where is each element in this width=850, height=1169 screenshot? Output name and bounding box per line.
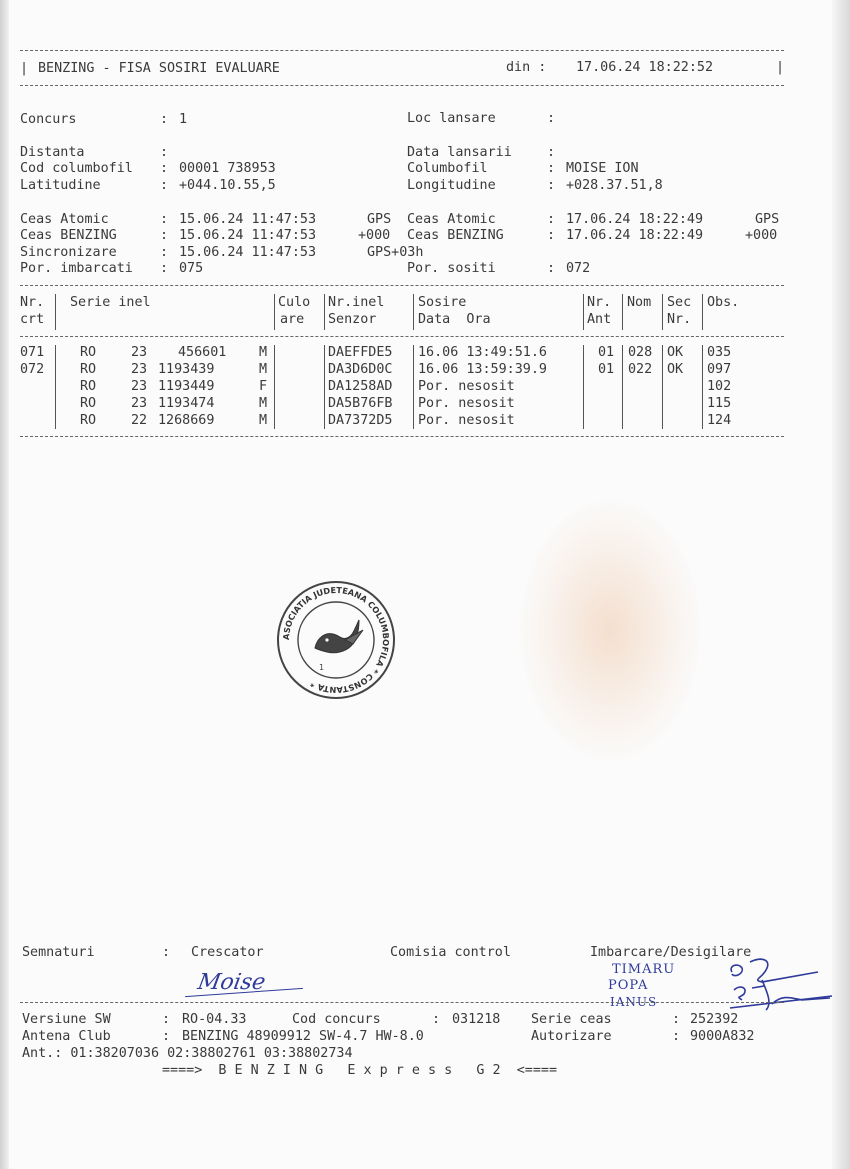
commission-name-2: POPA xyxy=(608,978,649,993)
footer-rule xyxy=(20,1002,784,1003)
ceas-atomic-end-label: Ceas Atomic xyxy=(407,212,496,227)
data-lansarii-label: Data lansarii xyxy=(407,145,512,160)
col-header-are: are xyxy=(280,312,305,327)
ceas-benzing-start-value: 15.06.24 11:47:53 xyxy=(179,228,317,243)
ceas-benzing-end-value: 17.06.24 18:22:49 xyxy=(566,228,704,243)
header-right-bar: | xyxy=(776,60,785,75)
concurs-value: 1 xyxy=(179,112,188,127)
sincronizare-value: 15.06.24 11:47:53 xyxy=(179,245,317,260)
ceas-atomic-end-value: 17.06.24 18:22:49 xyxy=(566,212,704,227)
row2-arrival: 16.06 13:59:39.9 xyxy=(418,362,547,377)
col-header-culo: Culo xyxy=(278,295,311,310)
row3-country: RO xyxy=(80,379,97,394)
ceas-benzing-start-suffix: +000 xyxy=(358,228,391,243)
cod-columbofil-label: Cod columbofil xyxy=(20,161,133,176)
col-header-obs: Obs. xyxy=(707,295,740,310)
row2-year: 23 xyxy=(131,362,148,377)
row3-year: 23 xyxy=(131,379,148,394)
row1-year: 23 xyxy=(131,345,148,360)
col-header-ant: Ant xyxy=(587,312,612,327)
antena-club-label: Antena Club xyxy=(22,1029,111,1044)
serie-ceas-label: Serie ceas xyxy=(531,1012,612,1027)
row3-arrival: Por. nesosit xyxy=(418,379,515,394)
col-header-senzor: Senzor xyxy=(328,312,377,327)
pigeon-icon xyxy=(315,620,363,653)
row1-crt: 071 xyxy=(20,345,45,360)
cod-concurs-label: Cod concurs xyxy=(292,1012,381,1027)
ceas-atomic-start-suffix: GPS xyxy=(367,212,392,227)
columbofil-label: Columbofil xyxy=(407,161,488,176)
stamp-ring-text: ASOCIATIA JUDETEANA COLUMBOFILA * CONSTANTA * xyxy=(280,584,392,696)
col-header-sec-nr: Nr. xyxy=(667,312,692,327)
autorizare-label: Autorizare xyxy=(531,1029,612,1044)
longitudine-value: +028.37.51,8 xyxy=(566,178,663,193)
row1-ant: 01 xyxy=(598,345,615,360)
col-header-crt: crt xyxy=(20,312,45,327)
col-header-nom: Nom xyxy=(627,295,652,310)
serie-ceas-value: 252392 xyxy=(690,1012,739,1027)
row3-sex: F xyxy=(259,379,268,394)
row3-sensor: DA1258AD xyxy=(328,379,393,394)
header-left-bar: | xyxy=(20,61,29,76)
table-bottom-rule xyxy=(20,436,784,437)
semnaturi-label: Semnaturi xyxy=(22,945,95,960)
row3-ring: 1193449 xyxy=(158,379,215,394)
sincronizare-suffix: GPS+03h xyxy=(367,245,424,260)
antenna-codes: Ant.: 01:38207036 02:38802761 03:38802734 xyxy=(22,1046,353,1061)
header-top-rule xyxy=(20,50,784,51)
row3-obs: 102 xyxy=(707,379,732,394)
columbofil-value: MOISE ION xyxy=(566,161,639,176)
row2-obs: 097 xyxy=(707,362,732,377)
imbarcati-label: Por. imbarcati xyxy=(20,261,133,276)
row4-obs: 115 xyxy=(707,396,732,411)
row5-obs: 124 xyxy=(707,413,732,428)
ceas-benzing-end-suffix: +000 xyxy=(745,228,778,243)
row5-ring: 1268669 xyxy=(158,413,215,428)
row2-sex: M xyxy=(259,362,268,377)
row5-year: 22 xyxy=(131,413,148,428)
date-label: din : xyxy=(506,60,547,75)
versiune-value: RO-04.33 xyxy=(182,1012,247,1027)
row5-sensor: DA7372D5 xyxy=(328,413,393,428)
row1-sec: OK xyxy=(667,345,684,360)
date-value: 17.06.24 18:22:52 xyxy=(576,60,714,75)
row1-sensor: DAEFFDE5 xyxy=(328,345,393,360)
benzing-brand-line: ====> B E N Z I N G E x p r e s s G 2 <==== xyxy=(162,1063,558,1078)
row2-country: RO xyxy=(80,362,97,377)
latitudine-label: Latitudine xyxy=(20,178,101,193)
association-stamp xyxy=(275,580,397,700)
row2-ant: 01 xyxy=(598,362,615,377)
versiune-label: Versiune SW xyxy=(22,1012,111,1027)
col-header-nr: Nr. xyxy=(20,295,45,310)
commission-name-3: IANUS xyxy=(610,995,658,1009)
row1-country: RO xyxy=(80,345,97,360)
row4-year: 23 xyxy=(131,396,148,411)
concurs-label: Concurs xyxy=(20,112,77,127)
imbarcati-value: 075 xyxy=(179,261,204,276)
row1-ring: 456601 xyxy=(178,345,227,360)
col-header-data-ora: Data Ora xyxy=(418,312,491,327)
distanta-label: Distanta xyxy=(20,145,85,160)
table-header-rule xyxy=(20,336,784,337)
row1-nom: 028 xyxy=(628,345,653,360)
scan-left-edge xyxy=(0,0,9,1169)
imbarcare-desigilare-label: Imbarcare/Desigilare xyxy=(590,945,752,960)
row5-sex: M xyxy=(259,413,268,428)
row5-country: RO xyxy=(80,413,97,428)
svg-text:1: 1 xyxy=(319,663,325,672)
row2-sec: OK xyxy=(667,362,684,377)
cod-concurs-value: 031218 xyxy=(452,1012,501,1027)
row4-country: RO xyxy=(80,396,97,411)
row4-ring: 1193474 xyxy=(158,396,215,411)
autorizare-value: 9000A832 xyxy=(690,1029,755,1044)
row4-sex: M xyxy=(259,396,268,411)
ceas-atomic-start-label: Ceas Atomic xyxy=(20,212,109,227)
comisia-control-label: Comisia control xyxy=(390,945,511,960)
crescator-label: Crescator xyxy=(191,945,264,960)
embarcation-signature xyxy=(722,950,837,1015)
col-header-nr-ant: Nr. xyxy=(587,295,612,310)
row1-arrival: 16.06 13:49:51.6 xyxy=(418,345,547,360)
row2-ring: 1193439 xyxy=(158,362,215,377)
row2-sensor: DA3D6D0C xyxy=(328,362,393,377)
crescator-signature: Moise xyxy=(195,970,268,995)
longitudine-label: Longitudine xyxy=(407,178,496,193)
ceas-atomic-start-value: 15.06.24 11:47:53 xyxy=(179,212,317,227)
paper-stain xyxy=(520,500,700,760)
sincronizare-label: Sincronizare xyxy=(20,245,117,260)
row5-arrival: Por. nesosit xyxy=(418,413,515,428)
row2-crt: 072 xyxy=(20,362,45,377)
row2-nom: 022 xyxy=(628,362,653,377)
header-bottom-rule xyxy=(20,85,784,86)
latitudine-value: +044.10.55,5 xyxy=(179,178,276,193)
col-header-sec: Sec xyxy=(667,295,692,310)
antena-club-value: BENZING 48909912 SW-4.7 HW-8.0 xyxy=(182,1029,424,1044)
cod-columbofil-value: 00001 738953 xyxy=(179,161,276,176)
col-header-sosire: Sosire xyxy=(418,295,467,310)
ceas-benzing-end-label: Ceas BENZING xyxy=(407,228,504,243)
ceas-atomic-end-suffix: GPS xyxy=(755,212,780,227)
document-title: BENZING - FISA SOSIRI EVALUARE xyxy=(38,61,280,76)
row4-sensor: DA5B76FB xyxy=(328,396,393,411)
row4-arrival: Por. nesosit xyxy=(418,396,515,411)
table-top-rule xyxy=(20,285,784,286)
col-header-nrinel: Nr.inel xyxy=(328,295,385,310)
sositi-label: Por. sositi xyxy=(407,261,496,276)
loc-lansare-label: Loc lansare xyxy=(407,111,496,126)
commission-name-1: TIMARU xyxy=(612,962,676,977)
ceas-benzing-start-label: Ceas BENZING xyxy=(20,228,117,243)
sositi-value: 072 xyxy=(566,261,591,276)
row1-sex: M xyxy=(259,345,268,360)
col-header-serie: Serie inel xyxy=(70,295,151,310)
row1-obs: 035 xyxy=(707,345,732,360)
